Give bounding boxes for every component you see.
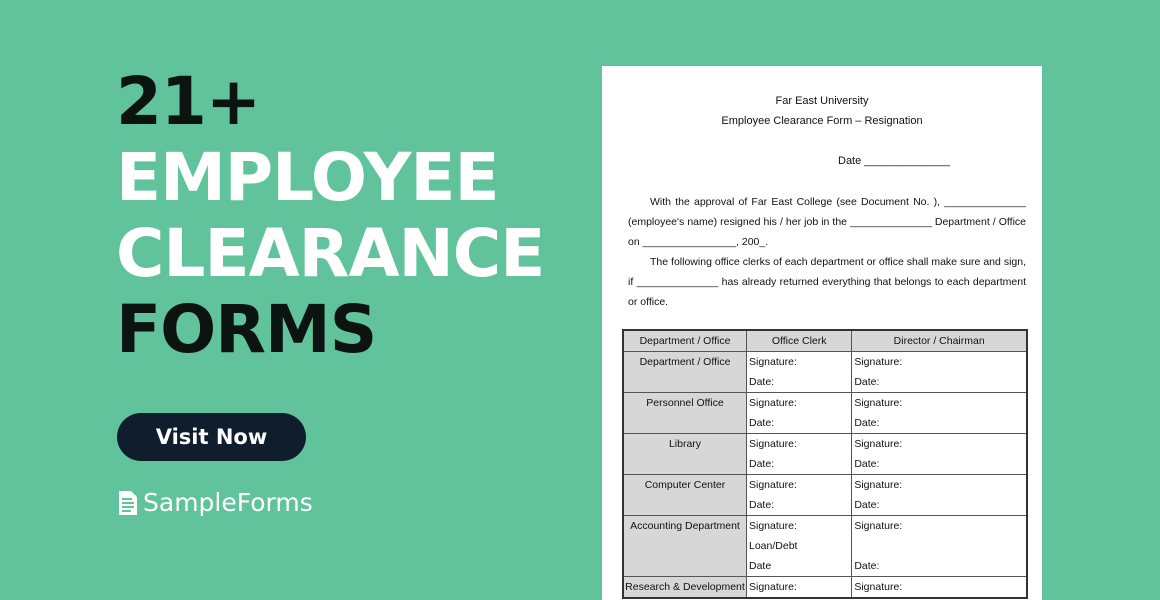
headline-line-2: CLEARANCE [116, 215, 545, 292]
brand-name: SampleForms [143, 488, 313, 517]
document-icon [118, 490, 138, 516]
form-paragraph-1: With the approval of Far East College (see Document No. ), ______________ (employee's name) resigned his / her job in the ______________ Department / Office on ________________, 200_. [628, 196, 1026, 248]
university-name: Far East University [775, 95, 869, 107]
director-cell: Signature: Date: [852, 352, 1027, 393]
director-cell: Signature: Date: [852, 393, 1027, 434]
clerk-cell: Signature: Loan/Debt Date [747, 516, 852, 577]
department-cell: Accounting Department [623, 516, 747, 577]
director-cell: Signature: Date: [852, 475, 1027, 516]
clerk-cell: Signature: Date: [747, 475, 852, 516]
headline-line-3: FORMS [116, 291, 377, 368]
clearance-table [622, 329, 1028, 599]
department-cell: Department / Office [623, 352, 747, 393]
director-cell: Signature: [852, 577, 1027, 599]
header-office-clerk: Office Clerk [747, 330, 852, 352]
director-cell: Signature: Date: [852, 516, 1027, 577]
clerk-cell: Signature: Date: [747, 393, 852, 434]
headline-line-1: EMPLOYEE [116, 139, 499, 216]
form-paragraph-2: The following office clerks of each department or office shall make sure and sign, if ______________ has already returned everything that belongs to each department or office. [628, 256, 1026, 308]
table-row [623, 352, 1027, 393]
table-row [623, 577, 1027, 599]
brand-logo[interactable] [118, 488, 313, 517]
clerk-cell: Signature: Date: [747, 352, 852, 393]
department-cell: Research & Development [623, 577, 747, 599]
clerk-cell: Signature: Date: [747, 434, 852, 475]
table-row [623, 516, 1027, 577]
department-cell: Computer Center [623, 475, 747, 516]
date-field: Date ______________ [838, 155, 950, 167]
department-cell: Personnel Office [623, 393, 747, 434]
form-body [628, 192, 1026, 312]
form-preview[interactable] [602, 66, 1042, 600]
headline-count: 21+ [116, 63, 261, 140]
visit-now-button[interactable]: Visit Now [117, 413, 306, 461]
table-row [623, 475, 1027, 516]
director-cell: Signature: Date: [852, 434, 1027, 475]
table-row [623, 393, 1027, 434]
header-department: Department / Office [623, 330, 747, 352]
clerk-cell: Signature: [747, 577, 852, 599]
form-title: Employee Clearance Form – Resignation [721, 115, 923, 127]
headline [116, 64, 544, 368]
header-director: Director / Chairman [852, 330, 1027, 352]
table-row [623, 434, 1027, 475]
department-cell: Library [623, 434, 747, 475]
table-header-row [623, 330, 1027, 352]
